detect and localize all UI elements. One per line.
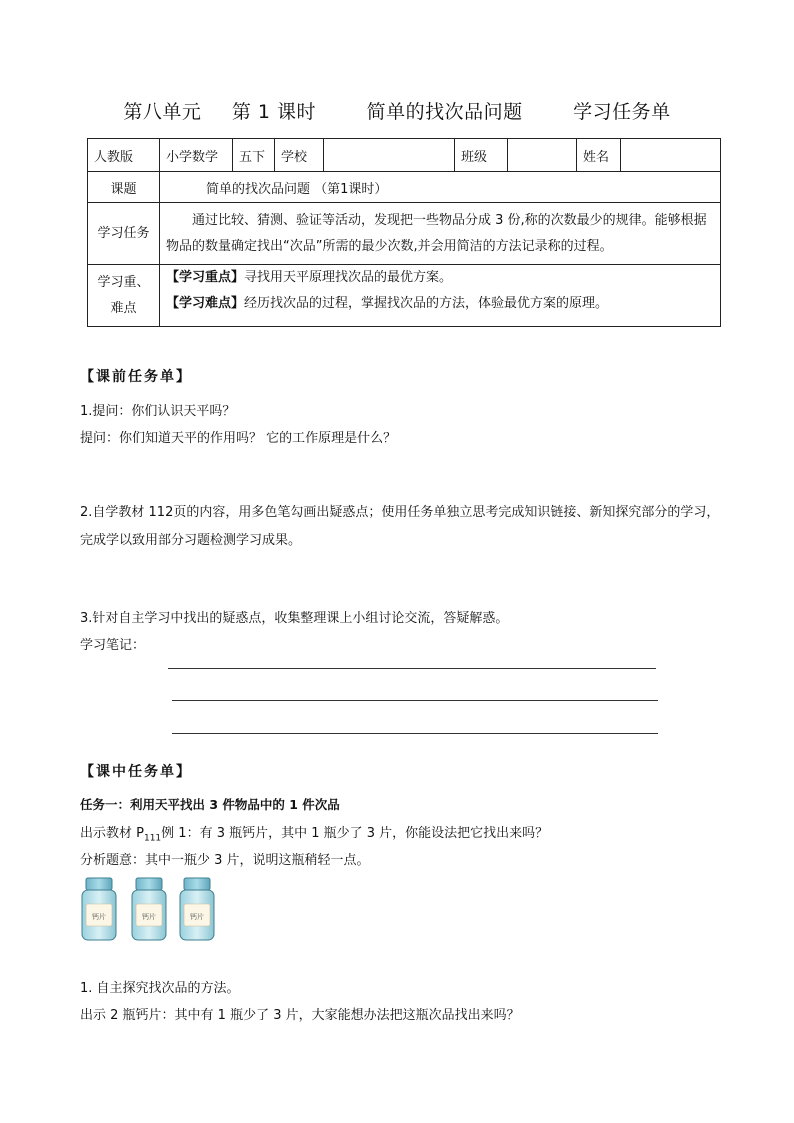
bottle-3 [180,878,214,940]
title-unit: 第八单元 [123,101,202,123]
title-lesson: 第 1 课时 [231,101,317,123]
step1-text: 出示 2 瓶钙片：其中有 1 瓶少了 3 片，大家能想办法把这瓶次品找出来吗？ [80,1008,520,1023]
task1-title: 任务一：利用天平找出 3 件物品中的 1 件次品 [80,797,340,812]
subject-cell: 小学数学 [160,139,233,172]
analysis-line: 分析题意：其中一瓶少 3 片，说明这瓶稍轻一点。 [80,853,370,868]
page-title [0,97,794,124]
key-point-tag: 【学习重点】 [166,270,245,285]
info-table [87,138,721,327]
pre-class-q1: 1.提问：你们认识天平吗？ [80,404,236,419]
grade-cell: 五下 [233,139,275,172]
notes-line-2[interactable] [172,700,658,701]
publisher-cell: 人教版 [88,139,160,172]
topic-label: 课题 [88,172,160,203]
task-label: 学习任务 [88,203,160,265]
title-doc-type: 学习任务单 [573,101,671,123]
notes-line-1[interactable] [168,668,656,669]
bottle-1-label: 钙片 [92,913,106,921]
name-field[interactable] [621,139,721,172]
name-label: 姓名 [577,139,621,172]
pre-class-heading: 【课前任务单】 [80,369,192,385]
pre-class-q3: 3.针对自主学习中找出的疑惑点，收集整理课上小组讨论交流，答疑解惑。 [80,611,509,626]
key-points-content [160,265,721,327]
example-page: 111 [143,833,162,844]
key-point-line [166,265,714,291]
calcium-bottles-illustration [80,876,220,942]
school-field[interactable] [324,139,455,172]
difficulty-line [166,291,714,317]
example-text: 例 1：有 3 瓶钙片，其中 1 瓶少了 3 片，你能设法把它找出来吗？ [161,826,549,841]
step1-heading: 1. 自主探究找次品的方法。 [80,981,240,996]
key-points-label-line1: 学习重、 [97,274,150,290]
notes-label: 学习笔记： [80,638,146,653]
bottle-2 [132,878,166,940]
difficulty-text: 经历找次品的过程，掌握找次品的方法，体验最优方案的原理。 [244,296,609,311]
notes-line-3[interactable] [172,733,658,734]
class-label: 班级 [455,139,508,172]
school-label: 学校 [275,139,324,172]
title-topic: 简单的找次品问题 [366,101,523,123]
difficulty-tag: 【学习难点】 [166,296,245,311]
bottle-1 [82,878,116,940]
pre-class-q1b: 提问：你们知道天平的作用吗？ 它的工作原理是什么？ [80,431,397,446]
key-point-text: 寻找用天平原理找次品的最优方案。 [244,270,453,285]
bottle-3-label: 钙片 [190,913,204,921]
bottle-2-label: 钙片 [142,913,156,921]
in-class-heading: 【课中任务单】 [80,764,192,780]
example-line [80,822,548,844]
pre-class-q2: 2.自学教材 112页的内容，用多色笔勾画出疑惑点；使用任务单独立思考完成知识链接、新知探究部分的学习，完成学以致用部分习题检测学习成果。 [80,505,720,548]
class-field[interactable] [508,139,577,172]
task-text: 通过比较、猜测、验证等活动，发现把一些物品分成 3 份,称的次数最少的规律。能够根据物品的数量确定找出“次品”所需的最少次数,并会用简洁的方法记录称的过程。 [160,203,721,265]
topic-value: 简单的找次品问题 （第1课时） [160,172,721,203]
key-points-label [88,265,160,327]
key-points-label-line2: 难点 [110,300,137,316]
example-prefix: 出示教材 P [80,826,144,841]
